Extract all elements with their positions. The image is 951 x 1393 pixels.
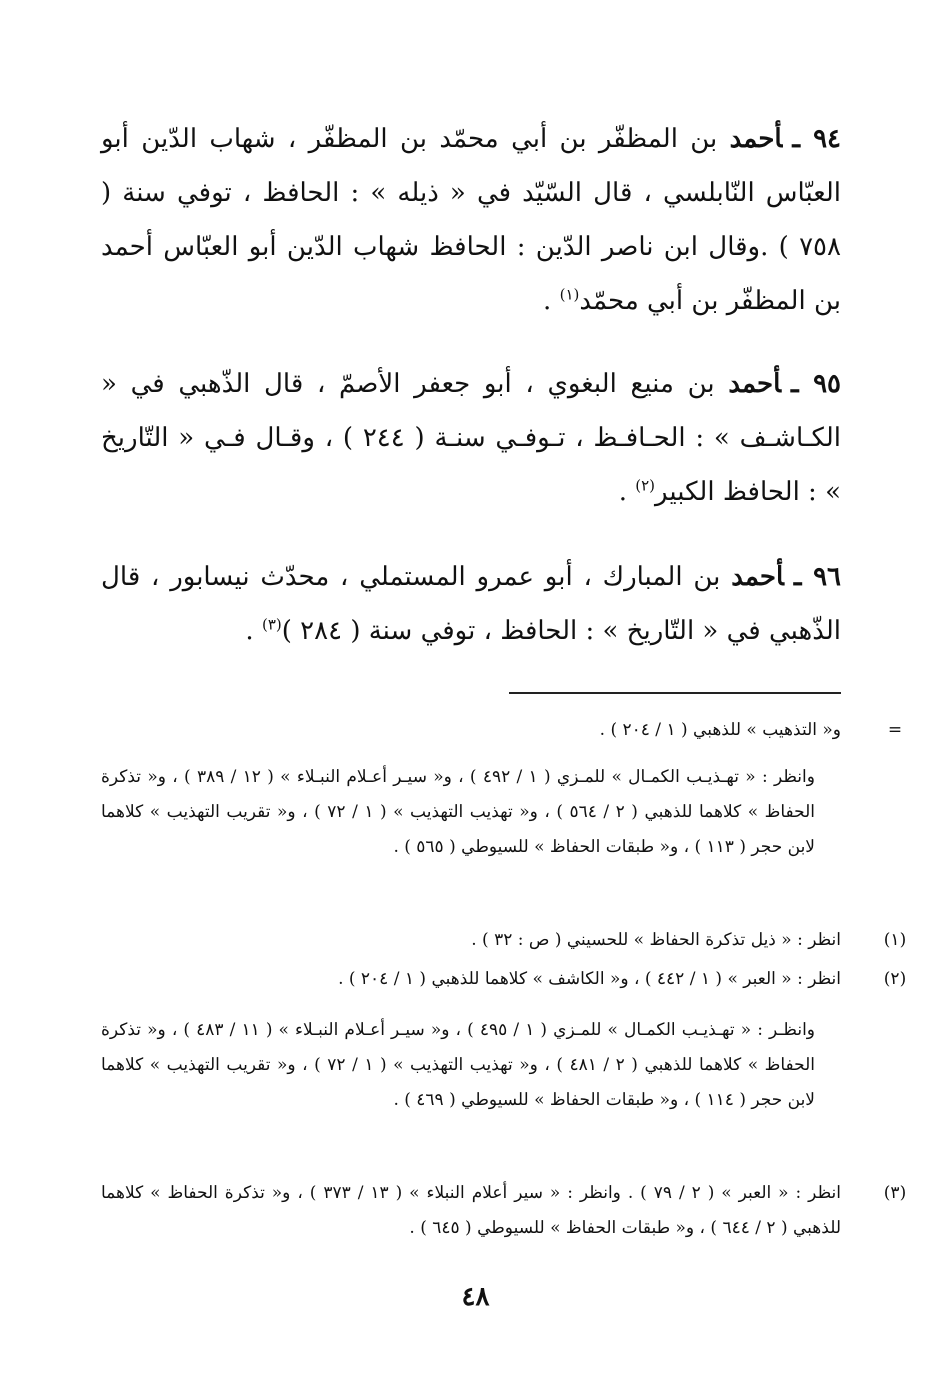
entry-94 bbox=[101, 112, 841, 328]
entry-96 bbox=[101, 550, 841, 658]
footnote-ref: (١) bbox=[559, 285, 580, 304]
footnote-text: انظر : « العبر » ( ١ / ٤٤٢ ) ، و« الكاشف » كلاهما للذهبي ( ١ / ٢٠٤ ) . bbox=[338, 969, 841, 989]
footnote-mark: (٢) bbox=[883, 969, 907, 989]
continuation-mark: = bbox=[887, 720, 903, 740]
footnote-text: انظر : « العبر » ( ٢ / ٧٩ ) . وانظر : « سير أعلام النبلاء » ( ١٣ / ٣٧٣ ) ، و« تذكرة الحفاظ » كلاهما للذهبي ( ٢ / ٦٤٤ ) ، و« طبقات الحفاظ » للسيوطي ( ٦٤٥ ) . bbox=[101, 1183, 841, 1238]
footnote-3 bbox=[101, 1176, 907, 1246]
footnote-continuation bbox=[101, 713, 903, 748]
entry-number: ٩٤ ـ bbox=[792, 124, 842, 154]
page-number: ٤٨ bbox=[461, 1282, 490, 1312]
entry-tail: . bbox=[245, 616, 262, 646]
entry-tail: . bbox=[543, 286, 560, 316]
entry-tail: . bbox=[618, 477, 636, 507]
footnote-divider bbox=[509, 692, 841, 694]
entry-name: أحمد bbox=[729, 124, 783, 154]
footnote-text: و« التذهيب » للذهبي ( ١ / ٢٠٤ ) . bbox=[599, 720, 841, 740]
footnote-2 bbox=[101, 962, 907, 997]
entry-name: أحمد bbox=[731, 562, 784, 592]
footnote-ref: (٣) bbox=[261, 615, 282, 634]
entry-text: بن المظفّر بن أبي محمّد بن المظفّر ، شهاب الدّين أبو العبّاس النّابلسي ، قال السّيّد في « ذيله » : الحافظ ، توفي سنة ( ٧٥٨ ) .وقال ابن ناصر الدّين : الحافظ شهاب الدّين أبو العبّاس أحمد بن المظفّر بن أبي محمّد bbox=[101, 124, 841, 316]
footnote-text: انظر : « ذيل تذكرة الحفاظ » للحسيني ( ص : ٣٢ ) . bbox=[471, 930, 841, 950]
footnote-text: وانظـر : « تهـذيـب الكمـال » للمـزي ( ١ / ٤٩٥ ) ، و« سيـر أعـلام النبـلاء » ( ١١ / ٤٨٣ ) ، و« تذكرة الحفاظ » كلاهما للذهبي ( ٢ / ٤٨١ ) ، و« تهذيب التهذيب » ( ١ / ٧٢ ) ، و« تقريب التهذيب » كلاهما لابن حجر ( ١١٤ ) ، و« طبقات الحفاظ » للسيوطي ( ٤٦٩ ) . bbox=[101, 1020, 815, 1110]
entry-name: أحمد bbox=[728, 369, 781, 399]
footnote-1 bbox=[101, 923, 907, 958]
footnote-mark: (٣) bbox=[883, 1183, 907, 1203]
entry-text: بن منيع البغوي ، أبو جعفر الأصمّ ، قال الذّهبي في « الكـاشـف » : الحـافـظ ، تـوفـي سنـة ( ٢٤٤ ) ، وقـال فـي « التّاريخ » : الحافظ الكبير bbox=[101, 369, 841, 507]
entry-text: بن المبارك ، أبو عمرو المستملي ، محدّث نيسابور ، قال الذّهبي في « التّاريخ » : الحافظ ، توفي سنة ( ٢٨٤ ) bbox=[101, 562, 841, 646]
footnote-text: وانظر : « تهـذيـب الكمـال » للمـزي ( ١ / ٤٩٢ ) ، و« سيـر أعـلام النبـلاء » ( ١٢ / ٣٨٩ ) ، و« تذكرة الحفاظ » كلاهما للذهبي ( ٢ / ٥٦٤ ) ، و« تهذيب التهذيب » ( ١ / ٧٢ ) ، و« تقريب التهذيب » كلاهما لابن حجر ( ١١٣ ) ، و« طبقات الحفاظ » للسيوطي ( ٥٦٥ ) . bbox=[101, 767, 815, 857]
footnote-2-paragraph bbox=[101, 1013, 841, 1118]
entry-95 bbox=[101, 357, 841, 519]
footnote-continuation-paragraph bbox=[101, 760, 841, 865]
footnote-ref: (٢) bbox=[635, 476, 656, 495]
entry-number: ٩٥ ـ bbox=[791, 369, 842, 399]
entry-number: ٩٦ ـ bbox=[793, 562, 842, 592]
footnote-mark: (١) bbox=[883, 930, 907, 950]
